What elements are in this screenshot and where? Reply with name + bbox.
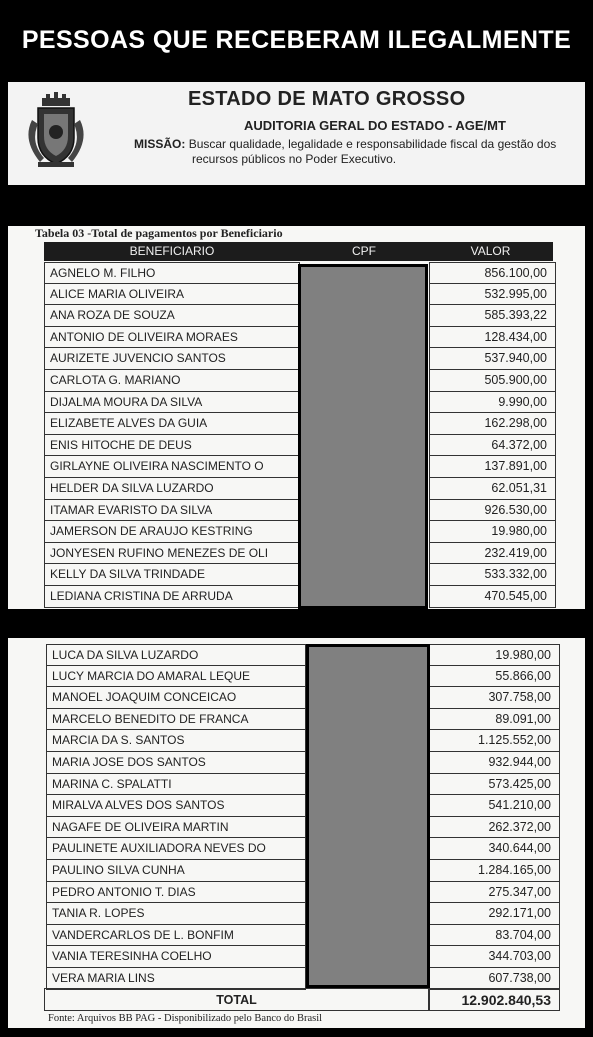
beneficiary-name: AURIZETE JUVENCIO SANTOS	[44, 348, 300, 370]
payment-value: 128.434,00	[429, 327, 556, 349]
table-part-2	[8, 638, 585, 1028]
beneficiary-name: ENIS HITOCHE DE DEUS	[44, 435, 300, 457]
beneficiary-name: JONYESEN RUFINO MENEZES DE OLI	[44, 543, 300, 565]
beneficiary-name: MIRALVA ALVES DOS SANTOS	[46, 795, 306, 817]
payment-value: 307.758,00	[429, 687, 560, 709]
payment-value: 532.995,00	[429, 284, 556, 306]
payment-value: 232.419,00	[429, 543, 556, 565]
beneficiary-name: ANA ROZA DE SOUZA	[44, 305, 300, 327]
payment-value: 137.891,00	[429, 456, 556, 478]
payment-value: 275.347,00	[429, 882, 560, 904]
payment-value: 926.530,00	[429, 500, 556, 522]
beneficiary-name: VANDERCARLOS DE L. BONFIM	[46, 925, 306, 947]
cpf-redaction-block	[298, 264, 428, 609]
payment-value: 344.703,00	[429, 946, 560, 968]
beneficiary-name: TANIA R. LOPES	[46, 903, 306, 925]
beneficiary-name: ITAMAR EVARISTO DA SILVA	[44, 500, 300, 522]
beneficiary-name: DIJALMA MOURA DA SILVA	[44, 392, 300, 414]
payment-value: 533.332,00	[429, 564, 556, 586]
payment-value: 537.940,00	[429, 348, 556, 370]
total-value: 12.902.840,53	[429, 988, 560, 1011]
mission-statement	[134, 137, 584, 167]
beneficiary-name: VANIA TERESINHA COELHO	[46, 946, 306, 968]
coat-of-arms-icon	[18, 90, 94, 170]
beneficiary-name: MARCELO BENEDITO DE FRANCA	[46, 709, 306, 731]
beneficiary-name: CARLOTA G. MARIANO	[44, 370, 300, 392]
beneficiary-name: HELDER DA SILVA LUZARDO	[44, 478, 300, 500]
headline: PESSOAS QUE RECEBERAM ILEGALMENTE	[21, 26, 572, 54]
beneficiary-name: PAULINETE AUXILIADORA NEVES DO	[46, 838, 306, 860]
source-note: Fonte: Arquivos BB PAG - Disponibilizado pelo Banco do Brasil	[48, 1013, 323, 1024]
header-panel	[8, 82, 585, 185]
beneficiary-name: PEDRO ANTONIO T. DIAS	[46, 882, 306, 904]
payment-value: 856.100,00	[429, 262, 556, 284]
mission-line-2: recursos públicos no Poder Executivo.	[192, 152, 397, 166]
payment-value: 470.545,00	[429, 586, 556, 608]
beneficiary-name: GIRLAYNE OLIVEIRA NASCIMENTO O	[44, 456, 300, 478]
payment-value: 19.980,00	[429, 521, 556, 543]
payment-value: 573.425,00	[429, 774, 560, 796]
beneficiary-name: LUCA DA SILVA LUZARDO	[46, 644, 306, 666]
payment-value: 64.372,00	[429, 435, 556, 457]
payment-value: 1.125.552,00	[429, 730, 560, 752]
beneficiary-name: MARCIA DA S. SANTOS	[46, 730, 306, 752]
beneficiary-name: ALICE MARIA OLIVEIRA	[44, 284, 300, 306]
payment-value: 292.171,00	[429, 903, 560, 925]
payment-value: 9.990,00	[429, 392, 556, 414]
beneficiary-name: ANTONIO DE OLIVEIRA MORAES	[44, 327, 300, 349]
table-caption: Tabela 03 -Total de pagamentos por Beneficiario	[35, 226, 283, 240]
beneficiary-name: KELLY DA SILVA TRINDADE	[44, 564, 300, 586]
payment-value: 340.644,00	[429, 838, 560, 860]
state-title: ESTADO DE MATO GROSSO	[188, 88, 466, 110]
col-header-cpf: CPF	[300, 242, 428, 261]
payment-value: 62.051,31	[429, 478, 556, 500]
beneficiary-name: JAMERSON DE ARAUJO KESTRING	[44, 521, 300, 543]
payment-value: 607.738,00	[429, 968, 560, 990]
col-header-beneficiario: BENEFICIARIO	[44, 242, 300, 261]
beneficiary-name: ELIZABETE ALVES DA GUIA	[44, 413, 300, 435]
payment-value: 541.210,00	[429, 795, 560, 817]
col-header-valor: VALOR	[428, 242, 553, 261]
payment-value: 262.372,00	[429, 817, 560, 839]
beneficiary-name: NAGAFE DE OLIVEIRA MARTIN	[46, 817, 306, 839]
payment-value: 505.900,00	[429, 370, 556, 392]
beneficiary-name: LEDIANA CRISTINA DE ARRUDA	[44, 586, 300, 608]
table-part-1	[8, 226, 585, 609]
mission-label: MISSÃO:	[134, 137, 186, 151]
beneficiary-name: VERA MARIA LINS	[46, 968, 306, 990]
cpf-redaction-block	[306, 644, 430, 988]
total-label: TOTAL	[44, 988, 429, 1011]
payment-value: 83.704,00	[429, 925, 560, 947]
payment-value: 89.091,00	[429, 709, 560, 731]
mission-line-1: Buscar qualidade, legalidade e responsabilidade fiscal da gestão dos	[188, 137, 557, 151]
beneficiary-name: PAULINO SILVA CUNHA	[46, 860, 306, 882]
payment-value: 19.980,00	[429, 644, 560, 666]
payment-value: 932.944,00	[429, 752, 560, 774]
beneficiary-name: LUCY MARCIA DO AMARAL LEQUE	[46, 666, 306, 688]
payment-value: 1.284.165,00	[429, 860, 560, 882]
beneficiary-name: MANOEL JOAQUIM CONCEICAO	[46, 687, 306, 709]
payment-value: 585.393,22	[429, 305, 556, 327]
payment-value: 55.866,00	[429, 666, 560, 688]
beneficiary-name: MARIA JOSE DOS SANTOS	[46, 752, 306, 774]
org-name: AUDITORIA GERAL DO ESTADO - AGE/MT	[244, 118, 506, 133]
beneficiary-name: AGNELO M. FILHO	[44, 262, 300, 284]
beneficiary-name: MARINA C. SPALATTI	[46, 774, 306, 796]
payment-value: 162.298,00	[429, 413, 556, 435]
